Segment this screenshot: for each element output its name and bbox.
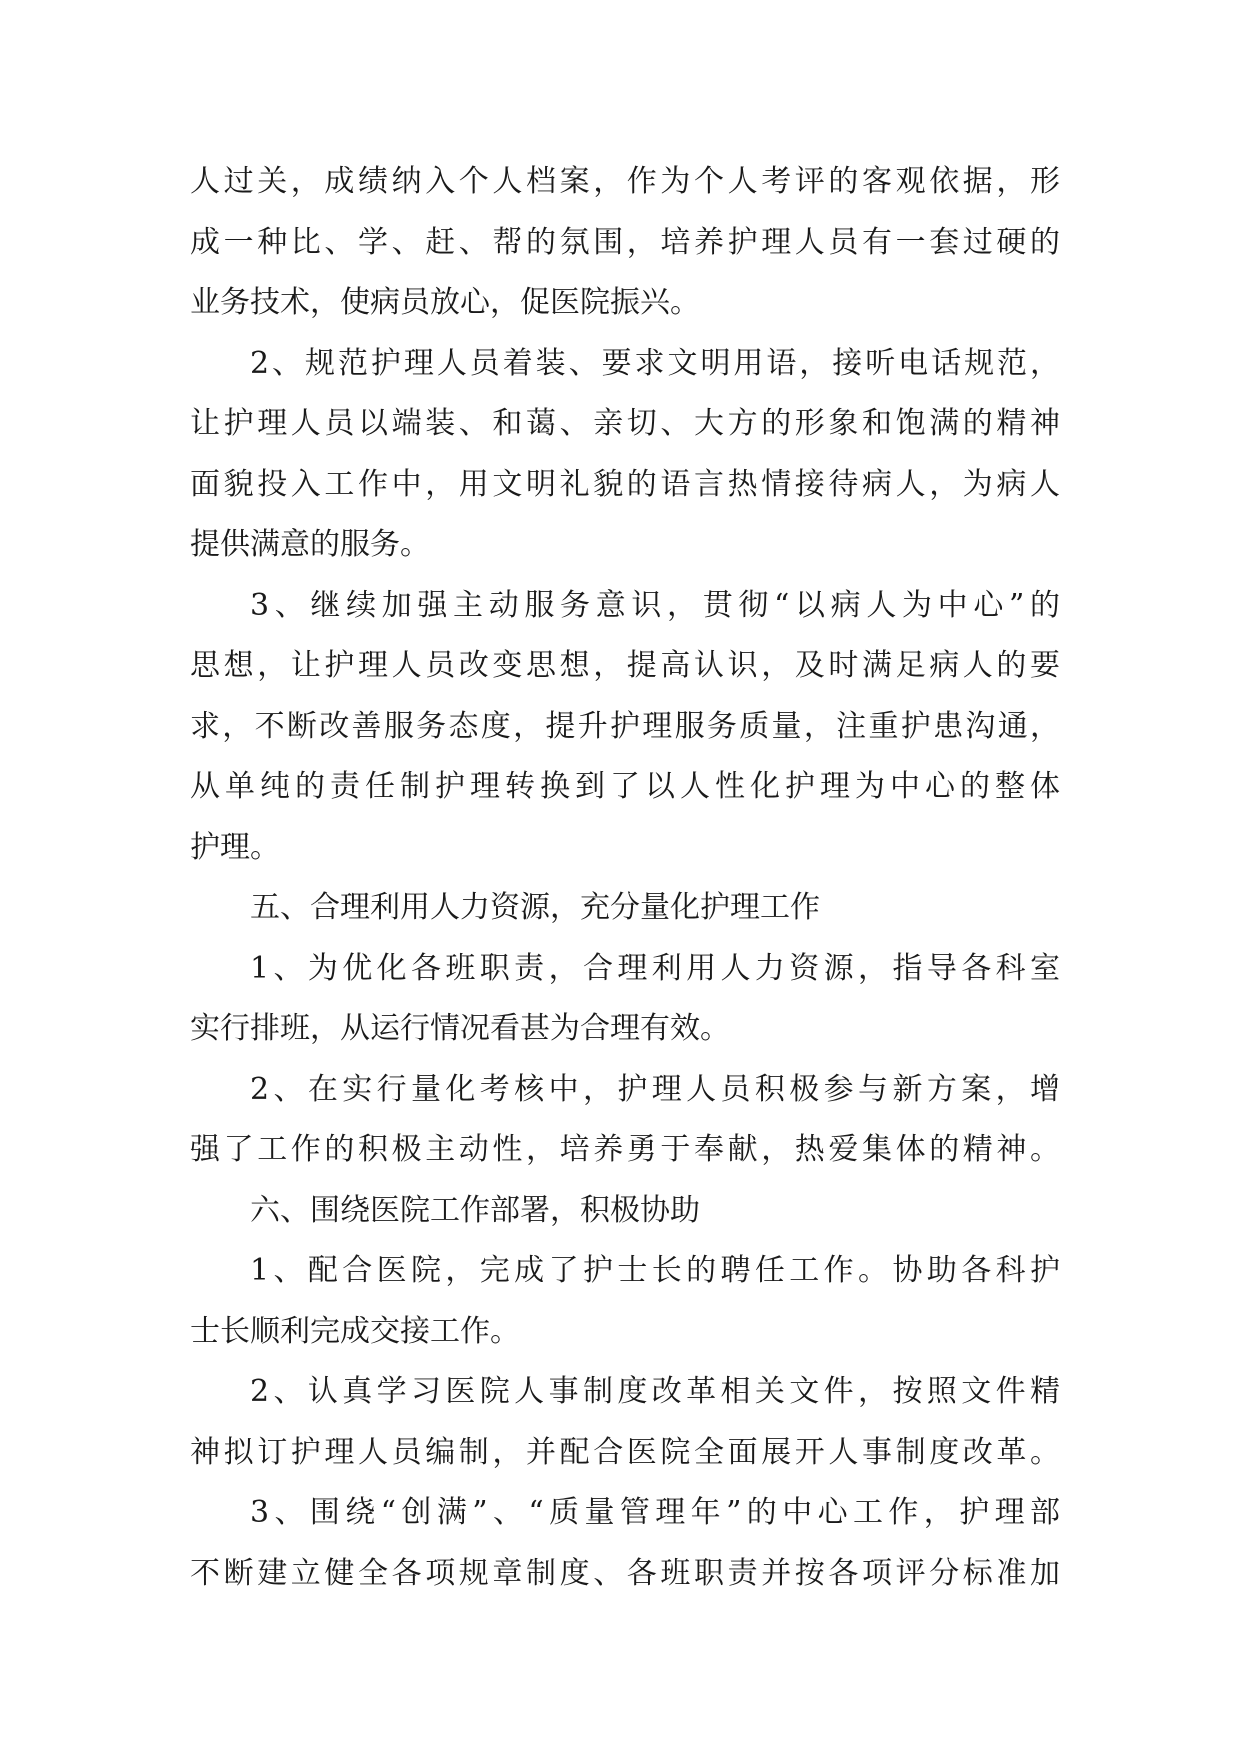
- text-line: 求，不断改善服务态度，提升护理服务质量，注重护患沟通，: [190, 708, 1060, 744]
- paragraph-start-line: 1、为优化各班职责，合理利用人力资源，指导各科室: [250, 950, 1060, 986]
- section-heading: 五、合理利用人力资源，充分量化护理工作: [250, 890, 820, 925]
- section-heading: 六、围绕医院工作部署，积极协助: [250, 1192, 700, 1228]
- text-line: 思想，让护理人员改变思想，提高认识，及时满足病人的要: [190, 648, 1060, 683]
- text-line: 让护理人员以端装、和蔼、亲切、大方的形象和饱满的精神: [190, 406, 1060, 441]
- text-line: 实行排班，从运行情况看甚为合理有效。: [190, 1011, 730, 1046]
- text-line: 护理。: [190, 829, 280, 865]
- paragraph-start-line: 1、配合医院，完成了护士长的聘任工作。协助各科护: [250, 1253, 1060, 1288]
- text-line: 业务技术，使病员放心，促医院振兴。: [190, 285, 700, 320]
- paragraph-start-line: 2、在实行量化考核中，护理人员积极参与新方案，增: [250, 1071, 1060, 1107]
- text-line: 从单纯的责任制护理转换到了以人性化护理为中心的整体: [190, 769, 1060, 804]
- text-line: 人过关，成绩纳入个人档案，作为个人考评的客观依据，形: [190, 164, 1060, 199]
- text-line: 成一种比、学、赶、帮的氛围，培养护理人员有一套过硬的: [190, 224, 1060, 260]
- text-line: 士长顺利完成交接工作。: [190, 1313, 520, 1349]
- document-body: [190, 152, 1060, 1604]
- text-line: 面貌投入工作中，用文明礼貌的语言热情接待病人，为病人: [190, 466, 1060, 502]
- paragraph-start-line: 2、认真学习医院人事制度改革相关文件，按照文件精: [250, 1374, 1060, 1409]
- text-line: 神拟订护理人员编制，并配合医院全面展开人事制度改革。: [190, 1434, 1060, 1470]
- paragraph-start-line: 3、继续加强主动服务意识，贯彻“以病人为中心”的: [250, 587, 1060, 623]
- text-line: 强了工作的积极主动性，培养勇于奉献，热爱集体的精神。: [190, 1132, 1060, 1167]
- paragraph-start-line: 2、规范护理人员着装、要求文明用语，接听电话规范，: [250, 345, 1060, 381]
- paragraph-start-line: 3、围绕“创满”、“质量管理年”的中心工作，护理部: [250, 1495, 1060, 1530]
- text-line: 不断建立健全各项规章制度、各班职责并按各项评分标准加: [190, 1555, 1060, 1591]
- text-line: 提供满意的服务。: [190, 527, 430, 562]
